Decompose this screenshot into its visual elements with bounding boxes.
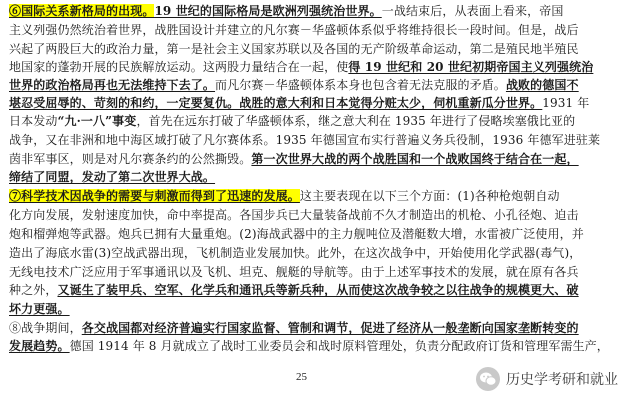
text-line [9, 93, 623, 113]
text-run: 这主要表现在以下三个方面：(1)各种枪炮朝自动 [299, 189, 560, 203]
wechat-icon [476, 367, 500, 391]
text-line [9, 149, 623, 169]
page-number: 25 [296, 371, 307, 383]
text-line [9, 111, 623, 131]
text-run: 坏力更强。 [9, 302, 70, 316]
text-run: 又诞生了装甲兵、空军、化学兵和通讯兵等新兵种，从而使这次战争较之以往战争的规模更大、破 [57, 283, 579, 297]
text-run: 1931 年 [542, 96, 590, 110]
text-line [9, 20, 623, 40]
watermark-text: 历史学考研和就业 [506, 372, 618, 388]
text-line [9, 224, 623, 244]
text-run: 主义列强仍然统治着世界，战胜国设计并建立的凡尔赛－华盛顿体系似乎将维持很长一段时间。但是，战后 [9, 23, 579, 37]
text-run: 战败的德国不 [505, 78, 579, 92]
text-line [9, 318, 623, 338]
text-run: 地国家的蓬勃开展的民族解放运动。这两股力量结合在一起，使 [9, 60, 349, 74]
text-run: 第一次世界大战的两个战胜国和一个战败国终于结合在一起， [251, 152, 579, 166]
text-run: 19 世纪的国际格局是欧洲列强统治世界。 [154, 4, 382, 18]
text-line [9, 243, 623, 263]
text-line [9, 39, 623, 59]
text-run: 兴起了两股巨大的政治力量，第一是社会主义国家苏联以及各国的无产阶级革命运动，第二是殖民地半殖民 [9, 42, 579, 56]
text-line [9, 336, 623, 356]
text-run: 发展趋势。 [9, 339, 70, 353]
text-run: 无线电技术广泛应用于军事通讯以及飞机、坦克、舰艇的导航等。由于上述军事技术的发展，就在原有各兵 [9, 265, 579, 279]
text-run: 日本发动 [9, 114, 58, 128]
text-run: 炮和榴弹炮等武器。炮兵已拥有大量重炮。(2)海战武器中的主力舰吨位及潜艇数大增，水雷被广泛使用，并 [9, 227, 584, 241]
text-line [9, 205, 623, 225]
text-run: ，首先在远东打破了华盛顿体系，继之意大利在 1935 年进行了侵略埃塞俄比亚的 [136, 114, 576, 128]
watermark [472, 365, 622, 393]
text-run: ⑧战争期间， [9, 321, 82, 335]
text-run: 化方向发展，发射速度加快，命中率提高。各国步兵已大量装备战前不久才制造出的机枪、小孔径炮、迫击 [9, 208, 579, 222]
text-run: ⑥国际关系新格局的出现。 [9, 4, 155, 18]
text-run: 得 19 世纪和 20 世纪初期帝国主义列强统治 [348, 60, 594, 74]
text-line [9, 130, 623, 150]
text-run: 造出了海底水雷(3)空战武器出现，飞机制造业发展加快。此外，在这次战争中，开始使用化学武器(毒气)， [9, 246, 582, 260]
text-run: 战争，又在非洲和地中海区域打破了凡尔赛体系。1935 年德国宣布实行普遍义务兵役制，1936 年德军进驻莱 [9, 133, 601, 147]
text-line [9, 167, 623, 187]
text-run: 缔结了同盟，发动了第二次世界大战。 [9, 170, 216, 184]
text-run: 各交战国都对经济普遍实行国家监督、管制和调节，促进了经济从一般垄断向国家垄断转变的 [81, 321, 579, 335]
text-run: 茵非军事区，则是对凡尔赛条约的公然撕毁。 [9, 152, 252, 166]
text-run: 而凡尔赛－华盛顿体系本身也包含着无法克服的矛盾。 [215, 78, 506, 92]
text-run: 德国 1914 年 8 月就成立了战时工业委员会和战时原料管理处，负责分配政府订货和管理军需生产， [69, 339, 609, 353]
text-run: 堪忍受屈辱的、苛刻的和约，一定要复仇。战胜的意大利和日本觉得分赃太少，伺机重新瓜分世界。 [9, 96, 543, 110]
text-run: 世界的政治格局再也无法维持下去了。 [9, 78, 216, 92]
text-run: “九·一八”事变 [57, 114, 137, 128]
text-run: 种之外， [9, 283, 58, 297]
text-line [9, 280, 623, 300]
text-line [9, 262, 623, 282]
text-line [9, 75, 623, 95]
text-run: 一战结束后，从表面上看来，帝国 [381, 4, 564, 18]
text-line [9, 299, 623, 319]
text-line [9, 186, 623, 206]
text-run: ⑦科学技术因战争的需要与刺激而得到了迅速的发展。 [9, 189, 300, 203]
text-line [9, 1, 623, 21]
text-line [9, 57, 623, 77]
